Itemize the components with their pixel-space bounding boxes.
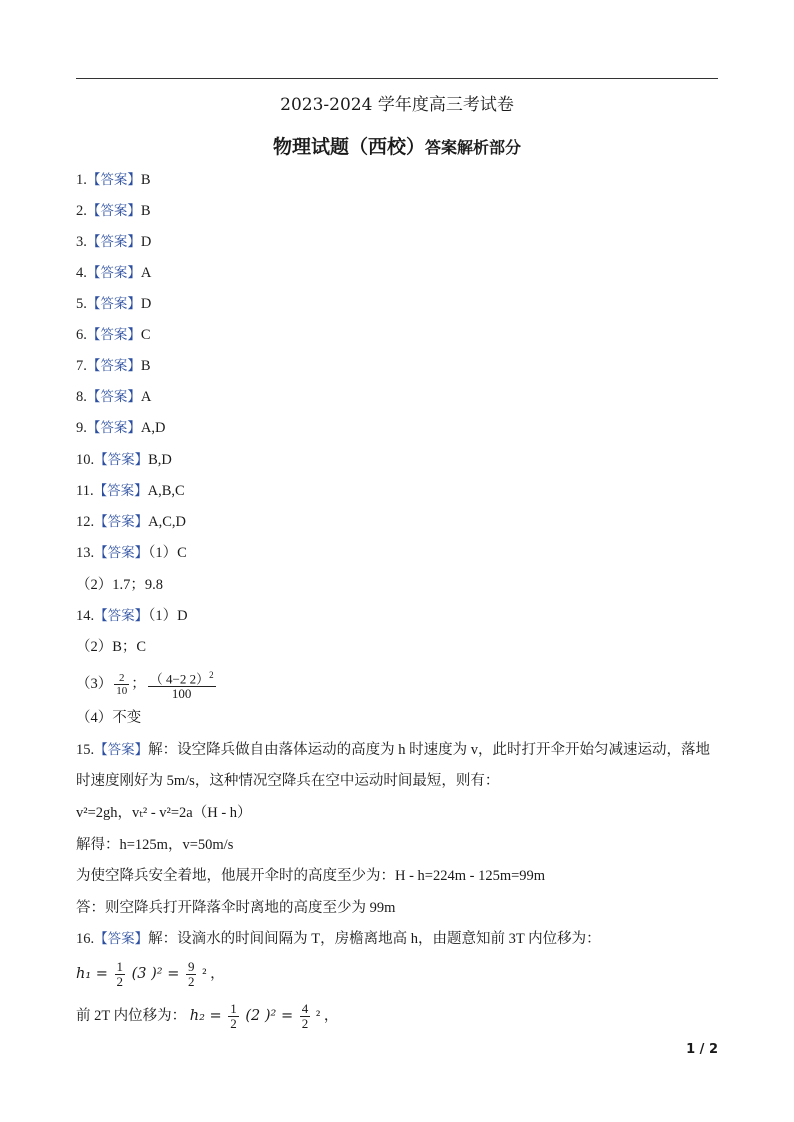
answer-item: 10.【答案】B,D — [76, 452, 172, 468]
answer-item: 3.【答案】D — [76, 234, 152, 250]
q14-part1: 14.【答案】（1）D — [76, 608, 188, 624]
q15-line3: v²=2gh，vₜ² - v²=2a（H - h） — [76, 805, 252, 821]
subtitle-tail: 答案解析部分 — [425, 138, 522, 157]
answer-item: 8.【答案】A — [76, 389, 152, 405]
answer-item: 1.【答案】B — [76, 172, 151, 188]
answer-item: 13.【答案】（1）C — [76, 545, 187, 561]
q15-line1: 15.【答案】解：设空降兵做自由落体运动的高度为 h 时速度为 v，此时打开伞开始匀减速运动，落地 — [76, 742, 710, 758]
q16-equation1: h₁ = $\frac{1}{2}$ (3 )² = $\frac{9}{2}$ ² ， — [76, 959, 225, 989]
fraction: $\frac{2}{10}$ — [116, 672, 128, 698]
answer-item: 5.【答案】D — [76, 296, 152, 312]
q13-part2: （2）1.7；9.8 — [76, 577, 163, 593]
exam-title: 2023-2024 学年度高三考试卷 — [280, 95, 514, 115]
fraction: $\frac{1}{2}$ — [230, 1001, 237, 1031]
fraction: $\frac{1}{2}$ — [116, 959, 124, 989]
answer-item: 6.【答案】C — [76, 327, 151, 343]
subtitle-main: 物理试题（西校） — [272, 136, 425, 158]
q16-line1: 16.【答案】解：设滴水的时间间隔为 T，房檐离地高 h，由题意知前 3T 内位移为： — [76, 931, 601, 947]
q15-line4: 解得：h=125m，v=50m/s — [76, 837, 234, 853]
answer-item: 12.【答案】A,C,D — [76, 514, 186, 530]
q15-line5: 为使空降兵安全着地，他展开伞时的高度至少为：H - h=224m - 125m=99m — [76, 868, 546, 884]
q14-part2: （2）B；C — [76, 639, 147, 655]
fraction: $\frac{( 4-2 2)^2}{100}$ — [149, 670, 214, 702]
page-number: 1 / 2 — [686, 1042, 718, 1057]
answer-item: 9.【答案】A,D — [76, 420, 166, 436]
q14-part3: （3） $\frac{2}{10}$ ； $\frac{( 4-2 2)^2}{100}$ — [76, 670, 214, 702]
answer-item: 7.【答案】B — [76, 358, 151, 374]
fraction: $\frac{9}{2}$ — [187, 959, 195, 989]
answer-item: 11.【答案】A,B,C — [76, 483, 185, 499]
answer-item: 2.【答案】B — [76, 203, 151, 219]
fraction: $\frac{4}{2}$ — [301, 1001, 309, 1031]
q15-line6: 答：则空降兵打开降落伞时离地的高度至少为 99m — [76, 900, 396, 916]
answer-item: 4.【答案】A — [76, 265, 152, 281]
header-rule — [76, 78, 718, 79]
q14-part4: （4）不变 — [76, 710, 142, 726]
q15-line2: 时速度刚好为 5m/s，这种情况空降兵在空中运动时间最短，则有： — [76, 773, 500, 789]
paper-subtitle — [0, 132, 794, 159]
q16-equation2: 前 2T 内位移为： h₂ = $\frac{1}{2}$ (2 )² = $\frac{4}{2}$ ² ， — [76, 1001, 339, 1031]
